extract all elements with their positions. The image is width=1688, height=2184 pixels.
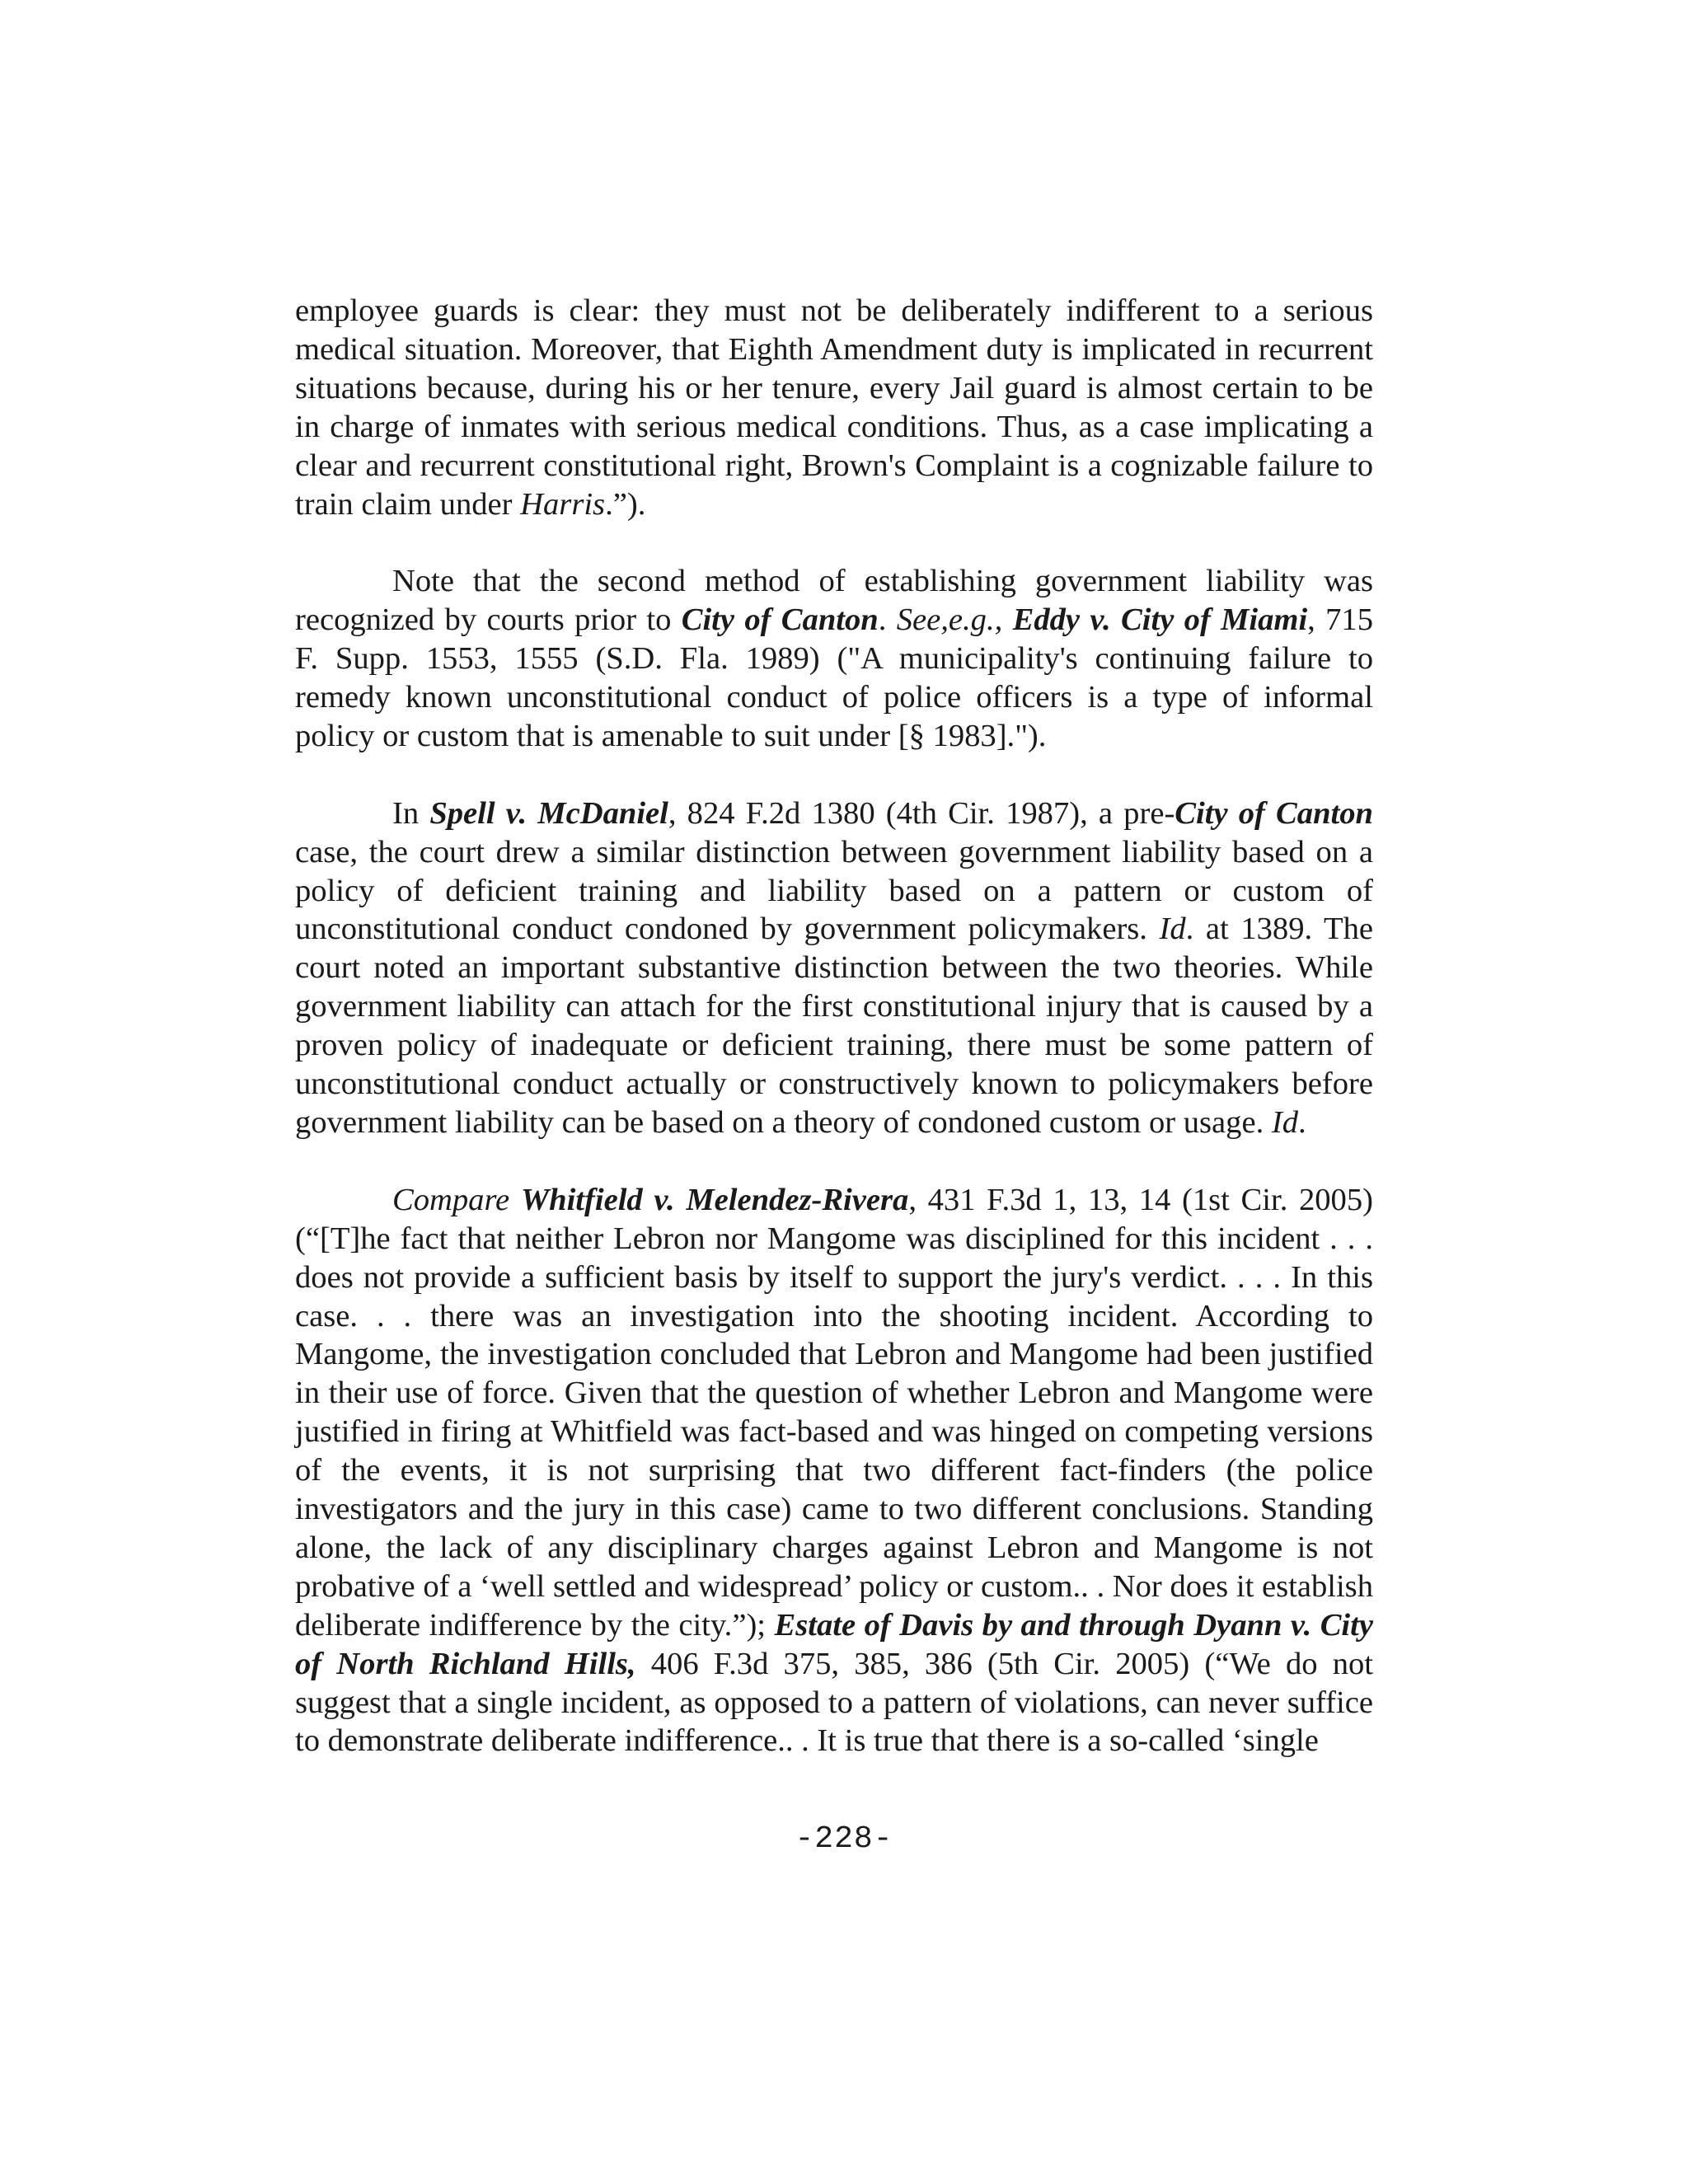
case-citation: Eddy v. City of Miami <box>1012 602 1308 638</box>
italic-text: See,e.g., <box>896 602 1003 638</box>
text-run <box>509 1183 521 1217</box>
case-citation: City of Canton <box>1175 795 1373 831</box>
text-run: . at 1389. The court noted an important substantive distinction between the two theories. While government liability can attach for the first constitutional injury that is caused by a proven policy of inadequate or deficient training, there must be some pattern of unconstitutional conduct actually or constructively known to policymakers before government liability can be based on a theory of condoned custom or usage. <box>295 912 1373 1140</box>
text-run: employee guards is clear: they must not be deliberately indifferent to a serious medical situation. Moreover, that Eighth Amendment duty is implicated in recurrent situations because, during his or her tenure, every Jail guard is almost certain to be in charge of inmates with serious medical conditions. Thus, as a case implicating a clear and recurrent constitutional right, Brown's Complaint is a cognizable failure to train claim under <box>295 293 1373 522</box>
text-run: , 715 F. Supp. 1553, 1555 (S.D. Fla. 1989) ("A municipality's continuing failure to remedy known unconstitutional conduct of police officers is a type of informal policy or custom that is amenable to suit under [§ 1983]."). <box>295 602 1374 753</box>
paragraph-3 <box>295 794 1373 1142</box>
text-run: Note that the second method of establishing government liability was recognized by courts prior to <box>295 564 1373 638</box>
italic-text: Harris <box>520 486 606 522</box>
text-run: , 824 F.2d 1380 (4th Cir. 1987), a pre- <box>668 795 1175 831</box>
case-citation: Spell v. McDaniel <box>429 795 668 831</box>
case-citation: City of Canton <box>681 602 879 638</box>
text-run: 406 F.3d 375, 385, 386 (5th Cir. 2005) (“We do not suggest that a single incident, as opposed to a pattern of violations, can never suffice to demonstrate deliberate indifference.. . It is true that there is a so-called ‘single <box>295 1646 1373 1759</box>
paragraph-4 <box>295 1181 1373 1761</box>
text-run: .”). <box>605 486 646 522</box>
text-run: In <box>392 795 430 831</box>
text-run <box>1002 602 1012 637</box>
paragraph-1 <box>295 292 1373 523</box>
text-run: . <box>1298 1105 1306 1140</box>
case-citation: Whitfield v. Melendez-Rivera <box>520 1182 909 1217</box>
italic-text: Id <box>1159 912 1186 947</box>
body-text <box>295 292 1373 1760</box>
italic-text: Compare <box>392 1182 510 1217</box>
text-run: , 431 F.3d 1, 13, 14 (1st Cir. 2005) (“[T]he fact that neither Lebron nor Mangome was disciplined for this incident . . . does not provide a sufficient basis by itself to support the jury's verdict. . . . In this case. . . there was an investigation into the shooting incident. According to Mangome, the investigation concluded that Lebron and Mangome had been justified in their use of force. Given that the question of whether Lebron and Mangome were justified in firing at Whitfield was fact-based and was hinged on competing versions of the events, it is not surprising that two different fact-finders (the police investigators and the jury in this case) came to two different conclusions. Standing alone, the lack of any disciplinary charges against Lebron and Mangome is not probative of a ‘well settled and widespread’ policy or custom.. . Nor does it establish deliberate indifference by the city.”); <box>295 1182 1373 1643</box>
case-citation: Estate of Davis by and through Dyann v. City of North Richland Hills, <box>295 1607 1373 1681</box>
page-number: -228- <box>795 1821 893 1857</box>
italic-text: Id <box>1271 1105 1299 1140</box>
text-run: case, the court drew a similar distinction between government liability based on a policy of deficient training and liability based on a pattern or custom of unconstitutional conduct condoned by government policymakers. <box>295 834 1373 947</box>
text-run: . <box>878 602 897 638</box>
paragraph-2 <box>295 562 1373 756</box>
